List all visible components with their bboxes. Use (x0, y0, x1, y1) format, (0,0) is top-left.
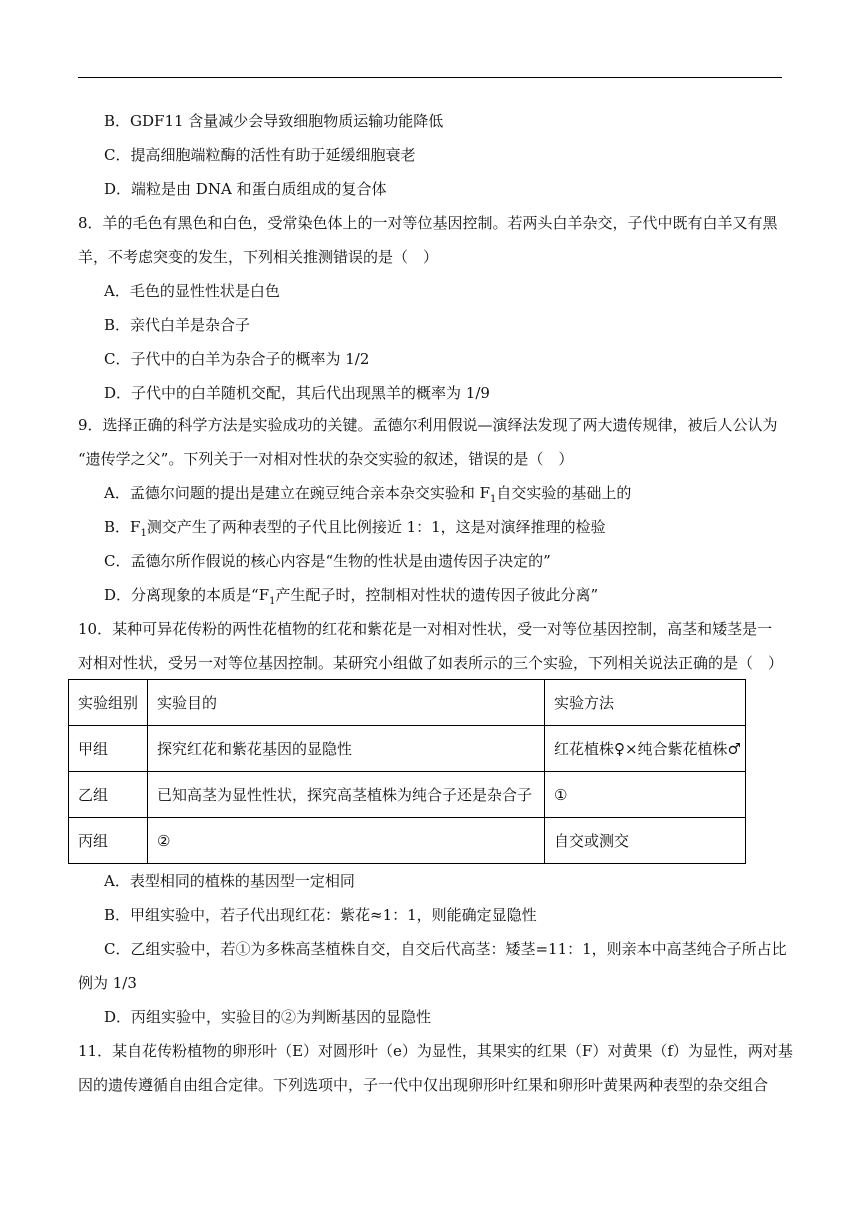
table-header-row (69, 680, 746, 726)
table-cell: ② (148, 818, 545, 864)
q11-stem-line2: 因的遗传遵循自由组合定律。下列选项中，子一代中仅出现卵形叶红果和卵形叶黄果两种表型的杂交组合 (78, 1076, 769, 1094)
q8-option-b: B．亲代白羊是杂合子 (104, 316, 251, 334)
q7-option-b: B．GDF11 含量减少会导致细胞物质运输功能降低 (104, 112, 444, 130)
q9-stem-line2: “遗传学之父”。下列关于一对相对性状的杂交实验的叙述，错误的是（ ） (78, 450, 574, 468)
experiment-table (68, 679, 746, 864)
q9-stem-line1: 9．选择正确的科学方法是实验成功的关键。孟德尔利用假说—演绎法发现了两大遗传规律，被后人公认为 (78, 416, 778, 434)
q9-option-b: B．$F_1$测交产生了两种表型的子代且比例接近 1：1，这是对演绎推理的检验 (104, 518, 606, 539)
header-rule (78, 77, 782, 78)
table-row (69, 726, 746, 772)
table-row (69, 772, 746, 818)
q9-option-a: A．孟德尔问题的提出是建立在豌豆纯合亲本杂交实验和 $F_1$自交实验的基础上的 (104, 484, 632, 505)
q10-option-b: B．甲组实验中，若子代出现红花：紫花≈1：1，则能确定显隐性 (104, 906, 537, 924)
q10-option-c-line2: 例为 1/3 (78, 974, 137, 992)
table-cell: 已知高茎为显性性状，探究高茎植株为纯合子还是杂合子 (148, 772, 545, 818)
q8-option-d: D．子代中的白羊随机交配，其后代出现黑羊的概率为 1/9 (104, 384, 490, 402)
q8-stem-line2: 羊，不考虑突变的发生，下列相关推测错误的是（ ） (78, 248, 439, 266)
q10-option-a: A．表型相同的植株的基因型一定相同 (104, 872, 355, 890)
q10-option-d: D．丙组实验中，实验目的②为判断基因的显隐性 (104, 1008, 432, 1026)
table-row (69, 818, 746, 864)
table-header-cell: 实验组别 (69, 680, 148, 726)
table-cell: 丙组 (69, 818, 148, 864)
q7-option-c: C．提高细胞端粒酶的活性有助于延缓细胞衰老 (104, 146, 416, 164)
table-header-cell: 实验目的 (148, 680, 545, 726)
table-cell: 乙组 (69, 772, 148, 818)
q9-option-d: D．分离现象的本质是“$F_1$产生配子时，控制相对性状的遗传因子彼此分离” (104, 586, 599, 607)
q10-stem-line1: 10．某种可异花传粉的两性花植物的红花和紫花是一对相对性状，受一对等位基因控制，高茎和矮茎是一 (78, 620, 773, 638)
table-cell: 红花植株♀×纯合紫花植株♂ (545, 726, 746, 772)
table-cell: 探究红花和紫花基因的显隐性 (148, 726, 545, 772)
q10-option-c-line1: C．乙组实验中，若①为多株高茎植株自交，自交后代高茎：矮茎=11：1，则亲本中高茎纯合子所占比 (104, 940, 787, 958)
table-cell: 自交或测交 (545, 818, 746, 864)
q10-stem-line2: 对相对性状，受另一对等位基因控制。某研究小组做了如表所示的三个实验，下列相关说法正确的是（ ） (78, 654, 784, 672)
table-header-cell: 实验方法 (545, 680, 746, 726)
q7-option-d: D．端粒是由 DNA 和蛋白质组成的复合体 (104, 180, 387, 198)
q8-option-a: A．毛色的显性性状是白色 (104, 282, 280, 300)
table-cell: ① (545, 772, 746, 818)
q9-option-c: C．孟德尔所作假说的核心内容是“生物的性状是由遗传因子决定的” (104, 552, 551, 570)
q8-stem-line1: 8．羊的毛色有黑色和白色，受常染色体上的一对等位基因控制。若两头白羊杂交，子代中既有白羊又有黑 (78, 214, 778, 232)
table-cell: 甲组 (69, 726, 148, 772)
q8-option-c: C．子代中的白羊为杂合子的概率为 1/2 (104, 350, 370, 368)
q11-stem-line1: 11．某自花传粉植物的卵形叶（E）对圆形叶（e）为显性，其果实的红果（F）对黄果（f）为显性，两对基 (78, 1042, 793, 1060)
